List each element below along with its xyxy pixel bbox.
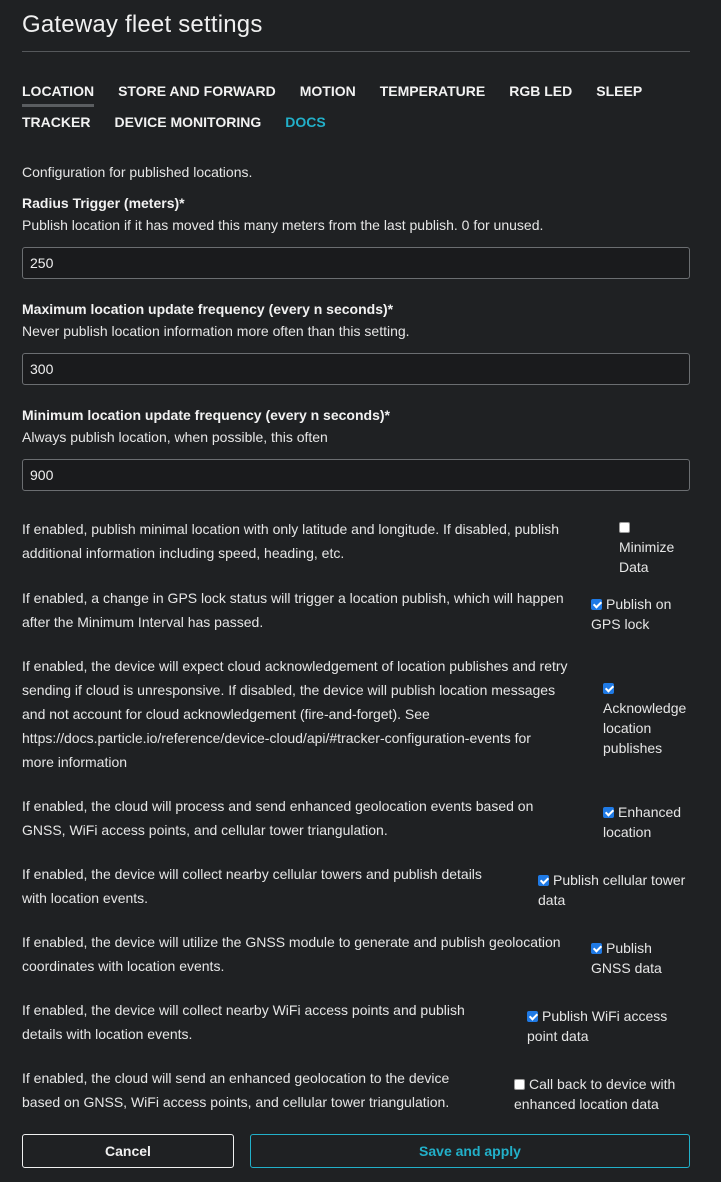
minimize-data-checkbox[interactable] [619, 522, 630, 533]
option-description: If enabled, the cloud will process and send enhanced geolocation events based on GNSS, WiFi access points, and cellular tower triangulation. [22, 798, 534, 838]
save-and-apply-button[interactable]: Save and apply [250, 1134, 690, 1168]
settings-page [22, 0, 690, 491]
max-frequency-label: Maximum location update frequency (every n seconds)* [22, 301, 394, 317]
publish-gps-lock-label: Publish on GPS lock [591, 596, 672, 632]
section-intro: Configuration for published locations. [22, 164, 253, 180]
radius-trigger-help: Publish location if it has moved this many meters from the last publish. 0 for unused. [22, 217, 544, 233]
call-back-label: Call back to device with enhanced location data [514, 1076, 676, 1112]
option-minimize-data [22, 517, 690, 579]
cellular-tower-label: Publish cellular tower data [538, 872, 686, 908]
enhanced-location-checkbox[interactable] [603, 807, 614, 818]
tab-row-1 [22, 83, 690, 114]
tab-store-and-forward[interactable]: STORE AND FORWARD [118, 83, 276, 99]
minimize-data-control[interactable] [619, 517, 674, 577]
call-back-checkbox[interactable] [514, 1079, 525, 1090]
publish-gps-lock-checkbox[interactable] [591, 599, 602, 610]
tab-temperature[interactable]: TEMPERATURE [379, 83, 486, 99]
acknowledge-control[interactable] [603, 678, 686, 758]
max-frequency-help: Never publish location information more often than this setting. [22, 323, 410, 339]
tab-bar [22, 83, 690, 147]
tab-tracker[interactable]: TRACKER [22, 114, 91, 130]
option-description: If enabled, the device will expect cloud acknowledgement of location publishes and retry sending if cloud is unresponsive. If disabled, the device will publish location messages and not account for cloud acknowledgement (fire-and-forget). See https://docs.particle.io/reference/device-cloud/api/#tracker-configuration-events for more information [22, 658, 568, 770]
page-title: Gateway fleet settings [22, 11, 263, 38]
minimize-data-label: Minimize Data [619, 539, 675, 575]
gnss-data-label: Publish GNSS data [591, 940, 662, 976]
gnss-data-checkbox[interactable] [591, 943, 602, 954]
tab-sleep[interactable]: SLEEP [596, 83, 643, 99]
wifi-access-point-label: Publish WiFi access point data [527, 1008, 668, 1044]
cellular-tower-checkbox[interactable] [538, 875, 549, 886]
radius-trigger-input[interactable] [22, 247, 690, 279]
option-description: If enabled, the device will collect nearby cellular towers and publish details with location events. [22, 866, 482, 906]
enhanced-location-label: Enhanced location [603, 804, 682, 840]
min-frequency-input[interactable] [22, 459, 690, 491]
option-description: If enabled, the cloud will send an enhanced geolocation to the device based on GNSS, WiFi access points, and cellular tower triangulation. [22, 1070, 450, 1110]
option-description: If enabled, the device will collect nearby WiFi access points and publish details with location events. [22, 1002, 465, 1042]
tab-rgb-led[interactable]: RGB LED [509, 83, 573, 99]
field-radius-trigger [22, 195, 690, 279]
tab-motion[interactable]: MOTION [299, 83, 356, 99]
gnss-data-control[interactable] [591, 938, 662, 978]
field-min-update-frequency [22, 407, 690, 491]
tab-docs[interactable]: DOCS [285, 114, 326, 130]
wifi-access-point-checkbox[interactable] [527, 1011, 538, 1022]
cellular-tower-control[interactable] [538, 870, 685, 910]
acknowledge-checkbox[interactable] [603, 683, 614, 694]
option-description: If enabled, a change in GPS lock status will trigger a location publish, which will happen after the Minimum Interval has passed. [22, 590, 564, 630]
cancel-button[interactable]: Cancel [22, 1134, 234, 1168]
option-description: If enabled, publish minimal location with only latitude and longitude. If disabled, publish additional information including speed, heading, etc. [22, 521, 560, 561]
field-max-update-frequency [22, 301, 690, 385]
call-back-control[interactable] [514, 1074, 675, 1114]
title-divider [22, 51, 690, 52]
tab-device-monitoring[interactable]: DEVICE MONITORING [114, 114, 262, 130]
min-frequency-help: Always publish location, when possible, this often [22, 429, 328, 445]
tab-row-2 [22, 114, 690, 145]
acknowledge-label: Acknowledge location publishes [603, 700, 687, 756]
min-frequency-label: Minimum location update frequency (every n seconds)* [22, 407, 390, 423]
wifi-access-point-control[interactable] [527, 1006, 667, 1046]
radius-trigger-label: Radius Trigger (meters)* [22, 195, 185, 211]
enhanced-location-control[interactable] [603, 802, 681, 842]
tab-location[interactable]: LOCATION [22, 83, 95, 99]
publish-gps-lock-control[interactable] [591, 594, 671, 634]
option-description: If enabled, the device will utilize the GNSS module to generate and publish geolocation coordinates with location events. [22, 934, 561, 974]
max-frequency-input[interactable] [22, 353, 690, 385]
